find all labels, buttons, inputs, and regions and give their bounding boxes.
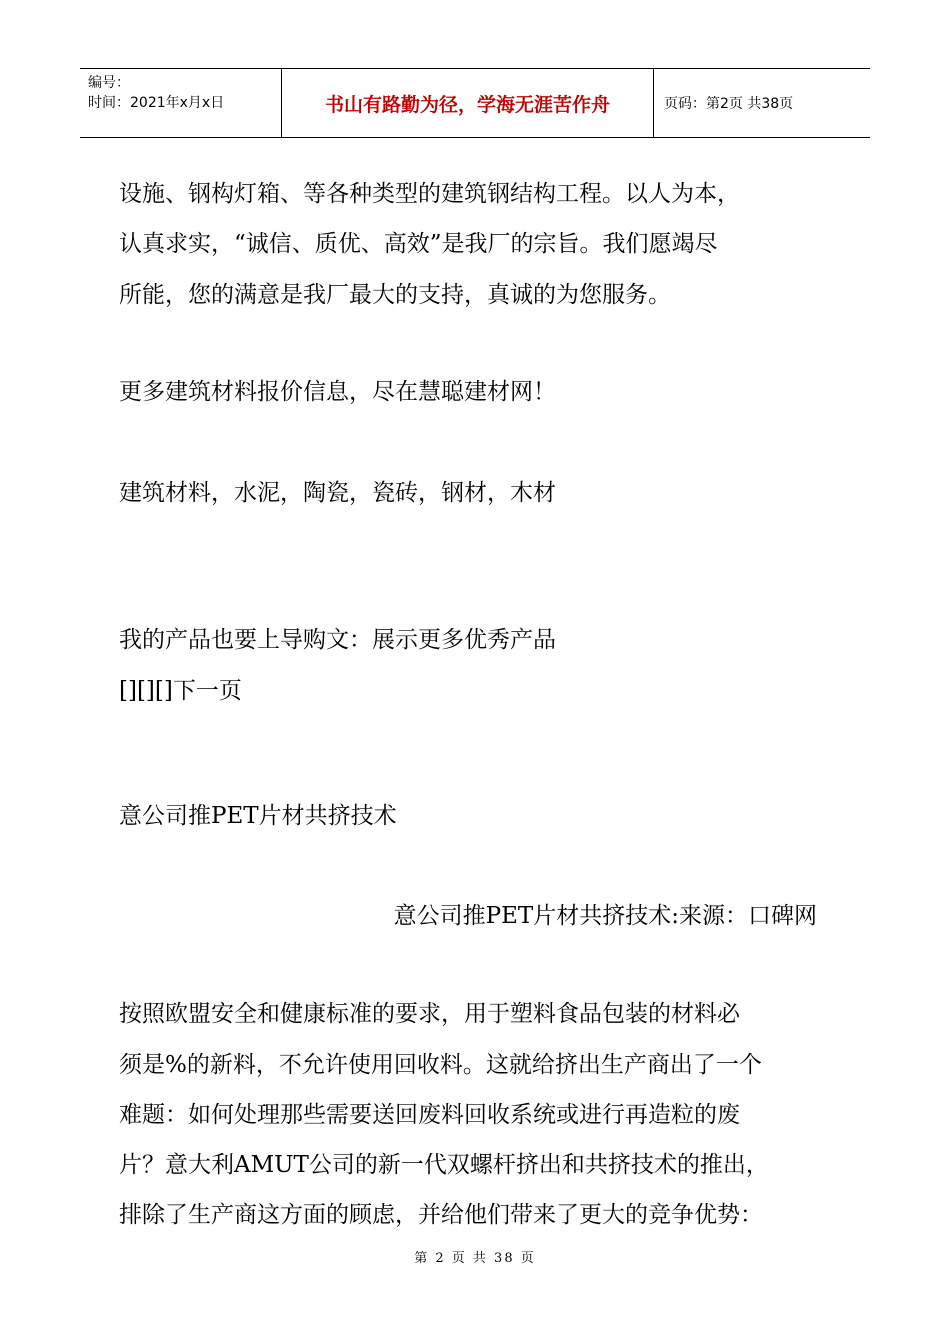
pagination-links[interactable]: [][][]下一页 bbox=[119, 678, 242, 704]
paragraph1-line3: 所能，您的满意是我厂最大的支持，真诚的为您服务。 bbox=[119, 282, 671, 308]
header-meta bbox=[80, 69, 282, 137]
header-page-info: 页码：第2页 共38页 bbox=[664, 96, 794, 112]
paragraph1-line2: 认真求实，“诚信、质优、高效”是我厂的宗旨。我们愿竭尽 bbox=[119, 231, 718, 257]
product-promo-text: 我的产品也要上导购文：展示更多优秀产品 bbox=[119, 627, 556, 653]
article-title: 意公司推PET片材共挤技术 bbox=[119, 803, 397, 829]
source-line: 意公司推PET片材共挤技术:来源：口碑网 bbox=[393, 903, 817, 929]
paragraph2-line5: 排除了生产商这方面的顾虑，并给他们带来了更大的竞争优势： bbox=[119, 1202, 763, 1228]
document-number-label: 编号： bbox=[88, 75, 130, 91]
page-header bbox=[80, 68, 870, 138]
paragraph1-line1: 设施、钢构灯箱、等各种类型的建筑钢结构工程。以人为本， bbox=[119, 181, 740, 207]
document-time-label: 时间：2021年x月x日 bbox=[88, 95, 225, 111]
paragraph2-line1: 按照欧盟安全和健康标准的要求，用于塑料食品包装的材料必 bbox=[119, 1001, 740, 1027]
paragraph2-line4: 片？意大利AMUT公司的新一代双螺杆挤出和共挤技术的推出， bbox=[119, 1152, 769, 1178]
paragraph2-line2: 须是%的新料，不允许使用回收料。这就给挤出生产商出了一个 bbox=[119, 1052, 762, 1078]
page-footer-number: 第 2 页 共 38 页 bbox=[414, 1251, 536, 1266]
keywords-text: 建筑材料，水泥，陶瓷，瓷砖，钢材，木材 bbox=[119, 480, 556, 506]
header-motto: 书山有路勤为径，学海无涯苦作舟 bbox=[282, 69, 654, 137]
paragraph2-line3: 难题：如何处理那些需要送回废料回收系统或进行再造粒的废 bbox=[119, 1102, 740, 1128]
more-info-text: 更多建筑材料报价信息，尽在慧聪建材网！ bbox=[119, 379, 556, 405]
